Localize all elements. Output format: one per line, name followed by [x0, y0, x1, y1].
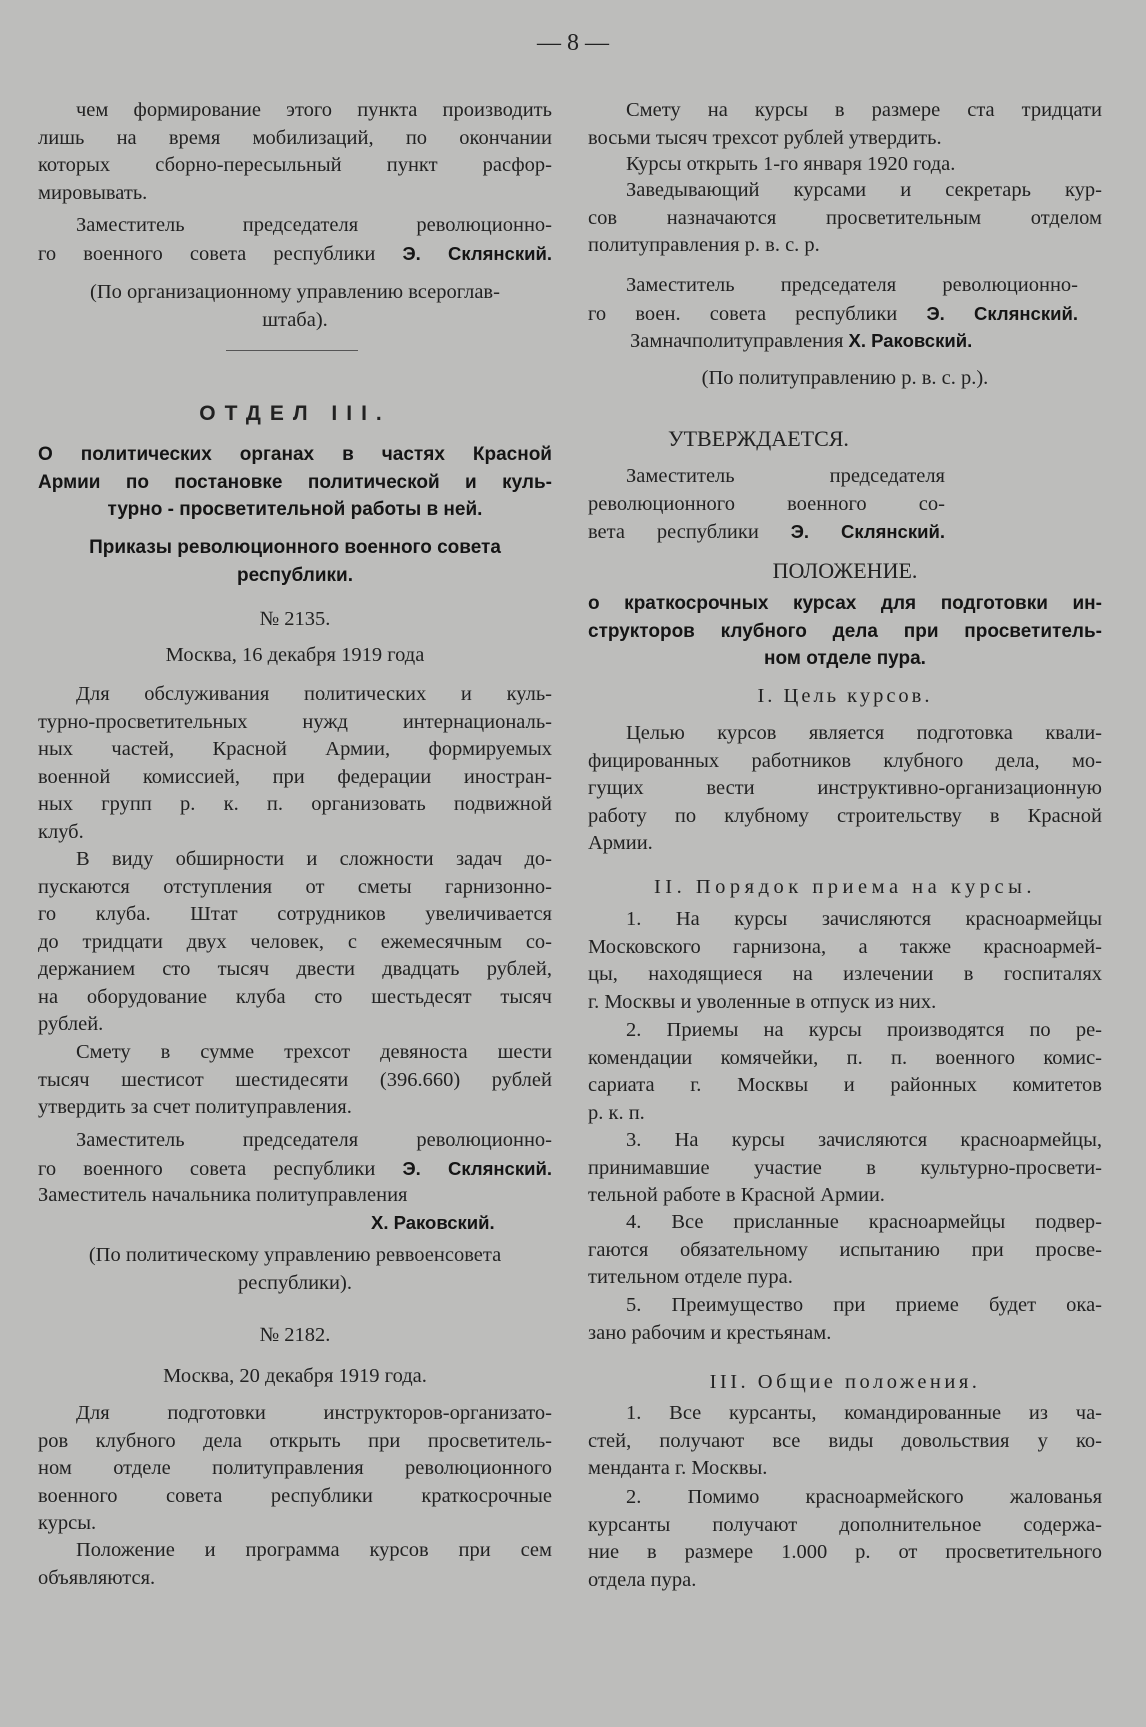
- text-line: до тридцати двух человек, с ежемесячным со-: [38, 930, 552, 953]
- section-heading: I. Цель курсов.: [757, 685, 933, 707]
- text-line: [38, 1155, 552, 1183]
- order-place-date: Москва, 16 декабря 1919 года: [165, 644, 425, 666]
- list-item: [588, 1209, 1102, 1292]
- text-line: ных групп р. к. п. организовать подвижной: [38, 793, 552, 815]
- text-line: [588, 518, 945, 546]
- text-line: принимавшие участие в культурно-просвети-: [588, 1156, 1102, 1179]
- text-line: отдела пура.: [588, 1568, 697, 1591]
- signature-block: [38, 212, 552, 267]
- text-line: фицированных работников клубного дела, мо-: [588, 749, 1102, 772]
- text-line: ном отделе политуправления революционного: [38, 1457, 552, 1479]
- text-line: комендации комячейки, п. п. военного комис-: [588, 1046, 1102, 1069]
- text-segment: го военного совета республики: [38, 242, 403, 265]
- signature-name: Э. Склянский.: [402, 1157, 552, 1179]
- text-line: цы, находящиеся на излечении в госпиталях: [588, 963, 1102, 985]
- text-line: 2. Приемы на курсы производятся по ре-: [626, 1019, 1102, 1041]
- text-line: работу по клубному строительству в Красной: [588, 804, 1102, 827]
- text-line: Заведывающий курсами и секретарь кур-: [626, 179, 1102, 201]
- text-line: сов назначаются просветительным отделом: [588, 206, 1102, 229]
- text-line: ном отделе пура.: [764, 648, 926, 669]
- text-line: (По политическому управлению реввоенсовета: [88, 1244, 502, 1266]
- text-line: 4. Все присланные красноармейцы подвер-: [626, 1211, 1102, 1233]
- paragraph: [38, 1400, 552, 1538]
- source-note: (По политуправлению р. в. с. р.).: [701, 367, 989, 389]
- text-line: Для обслуживания политических и куль-: [76, 683, 552, 705]
- text-line: 1. Все курсанты, командированные из ча-: [626, 1402, 1102, 1424]
- text-line: Заместитель председателя: [626, 465, 945, 487]
- text-line: курсы.: [38, 1512, 97, 1534]
- section-subtitle: [38, 441, 552, 524]
- text-line: тительном отделе пура.: [588, 1266, 793, 1288]
- signature-name: Х. Раковский.: [848, 330, 973, 351]
- signature-block: [588, 272, 1078, 327]
- paragraph: [588, 151, 1102, 179]
- text-line: зано рабочим и крестьянам.: [588, 1321, 832, 1344]
- paragraph: [588, 97, 1102, 152]
- text-line: мировывать.: [38, 181, 148, 204]
- text-line: политуправления р. в. с. р.: [588, 234, 820, 256]
- regulation-title: ПОЛОЖЕНИЕ.: [772, 558, 918, 583]
- list-item: [588, 1484, 1102, 1594]
- paragraph: [38, 97, 552, 207]
- text-line: на оборудование клуба сто шестьдесят тысяч: [38, 985, 552, 1008]
- text-line: гаются обязательному испытанию при просве-: [588, 1238, 1102, 1261]
- text-line: го клуба. Штат сотрудников увеличивается: [38, 903, 552, 925]
- signature-name: Х. Раковский.: [371, 1212, 495, 1233]
- text-line: стей, получают все виды довольствия у ко-: [588, 1429, 1102, 1452]
- list-item: [588, 1017, 1102, 1127]
- text-line: ных частей, Красной Армии, формируемых: [38, 738, 552, 760]
- text-line: Московского гарнизона, а также красноармей-: [588, 935, 1102, 958]
- section-title: ОТДЕЛ III.: [199, 402, 391, 425]
- paragraph: [38, 1039, 552, 1122]
- text-line: военного совета республики краткосрочные: [38, 1484, 552, 1507]
- text-line: Заместитель председателя революционно-: [626, 274, 1078, 296]
- text-line: военной комиссией, при федерации иностран-: [38, 765, 552, 788]
- signature-name: Э. Склянский.: [790, 521, 945, 542]
- signature-name: Э. Склянский.: [402, 242, 552, 264]
- order-number: № 2135.: [259, 608, 331, 630]
- text-line: (По организационному управлению всероглав-: [90, 281, 500, 303]
- text-line: держанием сто тысяч двести двадцать рублей,: [38, 958, 552, 980]
- text-line: тысяч шестисот шестидесяти (396.660) рублей: [38, 1068, 552, 1091]
- paragraph: [588, 720, 1102, 858]
- list-item: [588, 1292, 1102, 1347]
- orders-title: [38, 534, 552, 589]
- text-line: Смету в сумме трехсот девяноста шести: [76, 1041, 552, 1063]
- order-number: № 2182.: [259, 1324, 331, 1346]
- regulation-subtitle: [588, 590, 1102, 673]
- text-line: Заместитель начальника политуправления: [38, 1184, 408, 1206]
- text-line: структоров клубного дела при просветитель-: [588, 620, 1102, 642]
- text-line: Заместитель председателя революционно-: [76, 214, 552, 236]
- text-line: сариата г. Москвы и районных комитетов: [588, 1074, 1102, 1096]
- page-number: — 8 —: [537, 30, 609, 56]
- text-line: курсанты получают дополнительное содержа-: [588, 1513, 1102, 1536]
- text-line: 1. На курсы зачисляются красноармейцы: [626, 908, 1102, 930]
- text-line: р. к. п.: [588, 1101, 645, 1124]
- source-note: [38, 1242, 552, 1297]
- text-line: Целью курсов является подготовка квали-: [626, 722, 1102, 744]
- text-line: республики).: [238, 1271, 352, 1294]
- text-line: ров клубного дела открыть при просветитель-: [38, 1429, 552, 1452]
- text-line: [588, 300, 1078, 328]
- text-line: объявляются.: [38, 1566, 156, 1589]
- text-line: В виду обширности и сложности задач до-: [76, 848, 552, 870]
- text-line: Армии.: [588, 832, 653, 854]
- text-line: штаба).: [262, 308, 328, 331]
- text-line: Курсы открыть 1-го января 1920 года.: [626, 153, 956, 175]
- text-line: тельной работе в Красной Армии.: [588, 1184, 885, 1206]
- text-line: утвердить за счет политуправления.: [38, 1096, 352, 1118]
- signature-block: [38, 1127, 552, 1210]
- text-line: турно-просветительных нужд интернациональ-: [38, 710, 552, 733]
- approved-by: [588, 463, 945, 546]
- paragraph: [38, 681, 552, 846]
- text-line: клуб.: [38, 820, 84, 843]
- text-line: г. Москвы и уволенные в отпуск из них.: [588, 990, 937, 1013]
- list-item: [588, 1127, 1102, 1210]
- text-segment: го воен. совета республики: [588, 302, 927, 325]
- text-line: лишь на время мобилизаций, по окончании: [38, 126, 552, 149]
- text-line: менданта г. Москвы.: [588, 1457, 768, 1479]
- text-line: о краткосрочных курсах для подготовки ин-: [588, 593, 1102, 614]
- text-line: восьми тысяч трехсот рублей утвердить.: [588, 126, 942, 149]
- approved-heading: УТВЕРЖДАЕТСЯ.: [668, 426, 849, 451]
- text-line: ние в размере 1.000 р. от просветительного: [588, 1541, 1102, 1563]
- text-line: О политических органах в частях Красной: [38, 444, 552, 465]
- text-line: Положение и программа курсов при сем: [76, 1539, 552, 1561]
- list-item: [588, 906, 1102, 1016]
- text-line: 3. На курсы зачисляются красноармейцы,: [626, 1129, 1102, 1151]
- order-place-date: Москва, 20 декабря 1919 года.: [163, 1365, 427, 1387]
- text-line: которых сборно-пересыльный пункт расфор-: [38, 154, 552, 176]
- text-line: рублей.: [38, 1013, 104, 1035]
- text-line: чем формирование этого пункта производить: [76, 99, 552, 121]
- divider: [226, 350, 358, 351]
- text-line: Смету на курсы в размере ста тридцати: [626, 99, 1102, 121]
- section-heading: II. Порядок приема на курсы.: [653, 876, 1037, 898]
- text-line: Приказы революционного военного совета: [89, 537, 501, 558]
- text-line: пускаются отступления от сметы гарнизонно-: [38, 875, 552, 898]
- paragraph: [38, 846, 552, 1039]
- text-segment: го военного совета республики: [38, 1157, 403, 1180]
- source-note: [38, 279, 552, 334]
- text-line: турно - просветительной работы в ней.: [107, 499, 483, 520]
- text-line: республики.: [236, 564, 353, 586]
- text-line: 2. Помимо красноармейского жалованья: [626, 1486, 1102, 1508]
- text-line: [38, 240, 552, 268]
- signature-name: Э. Склянский.: [926, 302, 1078, 324]
- text-line: Для подготовки инструкторов-организато-: [76, 1402, 552, 1424]
- text-line: Заместитель председателя революционно-: [76, 1129, 552, 1151]
- paragraph: [588, 177, 1102, 260]
- text-segment: вета республики: [588, 521, 791, 543]
- text-line: гущих вести инструктивно-организационную: [588, 777, 1102, 799]
- text-line: 5. Преимущество при приеме будет ока-: [626, 1294, 1102, 1316]
- text-line: Армии по постановке политической и куль-: [38, 471, 552, 493]
- list-item: [588, 1400, 1102, 1483]
- signature-line: Замначполитуправления Х. Раковский.: [630, 330, 973, 352]
- text-line: революционного военного со-: [588, 492, 945, 515]
- paragraph: [38, 1537, 552, 1592]
- section-heading: III. Общие положения.: [709, 1371, 981, 1393]
